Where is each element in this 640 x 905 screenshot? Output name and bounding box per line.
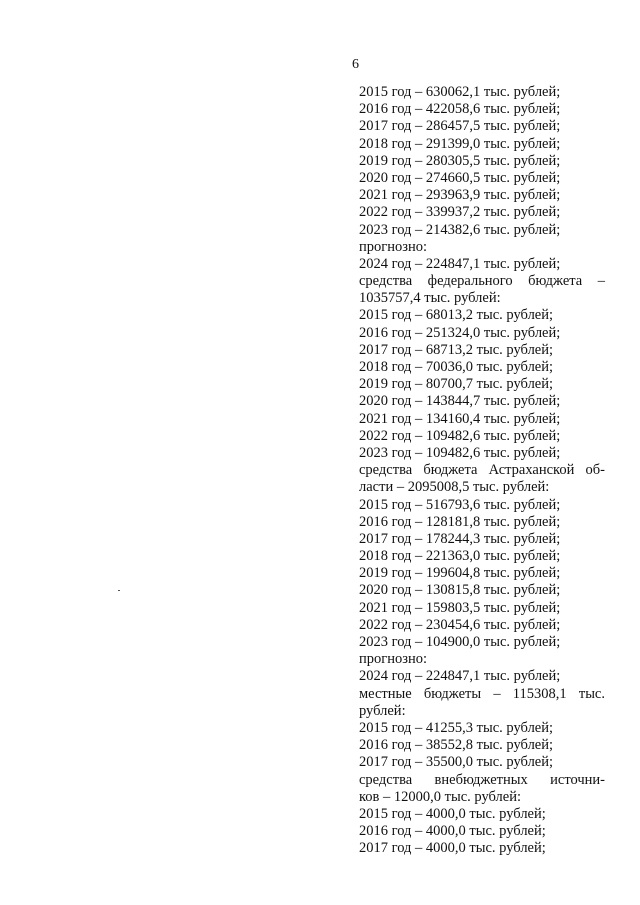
text-line: 2020 год – 130815,8 тыс. рублей; [359,582,561,599]
text-line: 2023 год – 109482,6 тыс. рублей; [359,444,561,461]
text-line: 2023 год – 104900,0 тыс. рублей; [359,634,561,650]
text-line: ков – 12000,0 тыс. рублей: [359,788,522,805]
text-line: 2021 год – 293963,9 тыс. рублей; [359,187,561,204]
text-line: 2017 год – 178244,3 тыс. рублей; [359,530,561,547]
text-line: 2022 год – 109482,6 тыс. рублей; [359,427,561,444]
text-line: 2022 год – 230454,6 тыс. рублей; [359,616,561,633]
text-line: 2020 год – 143844,7 тыс. рублей; [359,393,561,410]
text-line: 2021 год – 134160,4 тыс. рублей; [359,410,561,427]
text-line: 2023 год – 214382,6 тыс. рублей; [359,221,561,238]
text-line: 2015 год – 516793,6 тыс. рублей; [359,496,561,513]
text-line: 1035757,4 тыс. рублей: [359,290,501,307]
text-line: средства бюджета Астраханской об- [359,462,605,479]
text-line: 2015 год – 41255,3 тыс. рублей; [359,719,554,736]
text-line: ласти – 2095008,5 тыс. рублей: [359,479,550,496]
text-line: средства федерального бюджета – [359,273,605,290]
text-line: 2016 год – 4000,0 тыс. рублей; [359,823,546,840]
text-line: 2016 год – 38552,8 тыс. рублей; [359,737,554,754]
text-line: 2017 год – 286457,5 тыс. рублей; [359,118,561,135]
text-line: прогнозно: [359,238,427,255]
text-line: 2017 год – 35500,0 тыс. рублей; [359,754,554,771]
text-line: 2019 год – 280305,5 тыс. рублей; [359,152,561,169]
text-line: 2021 год – 159803,5 тыс. рублей; [359,599,561,616]
text-line: 2024 год – 224847,1 тыс. рублей; [359,255,561,272]
text-line: прогнозно: [359,651,427,668]
text-line: 2019 год – 199604,8 тыс. рублей; [359,565,561,582]
text-line: 2022 год – 339937,2 тыс. рублей; [359,204,561,221]
text-line: 2015 год – 4000,0 тыс. рублей; [359,805,546,822]
text-line: 2016 год – 422058,6 тыс. рублей; [359,101,561,118]
text-line: 2015 год – 68013,2 тыс. рублей; [359,307,554,324]
text-line: 2018 год – 70036,0 тыс. рублей; [359,359,554,375]
text-line: 2017 год – 68713,2 тыс. рублей; [359,341,554,358]
text-line: 2016 год – 128181,8 тыс. рублей; [359,513,561,530]
text-line: 2019 год – 80700,7 тыс. рублей; [359,376,554,393]
text-line: 2015 год – 630062,1 тыс. рублей; [359,84,561,100]
text-line: 2018 год – 221363,0 тыс. рублей; [359,548,561,565]
text-line: местные бюджеты – 115308,1 тыс. [359,685,605,702]
text-line: рублей: [359,702,406,719]
budget-text-block [359,84,605,857]
page-number: 6 [352,57,359,72]
text-line: 2020 год – 274660,5 тыс. рублей; [359,169,561,186]
text-line: 2017 год – 4000,0 тыс. рублей; [359,840,546,857]
text-line: средства внебюджетных источни- [359,771,605,788]
text-line: 2016 год – 251324,0 тыс. рублей; [359,324,561,341]
scan-speck [118,590,120,591]
text-line: 2024 год – 224847,1 тыс. рублей; [359,668,561,685]
text-line: 2018 год – 291399,0 тыс. рублей; [359,135,561,152]
